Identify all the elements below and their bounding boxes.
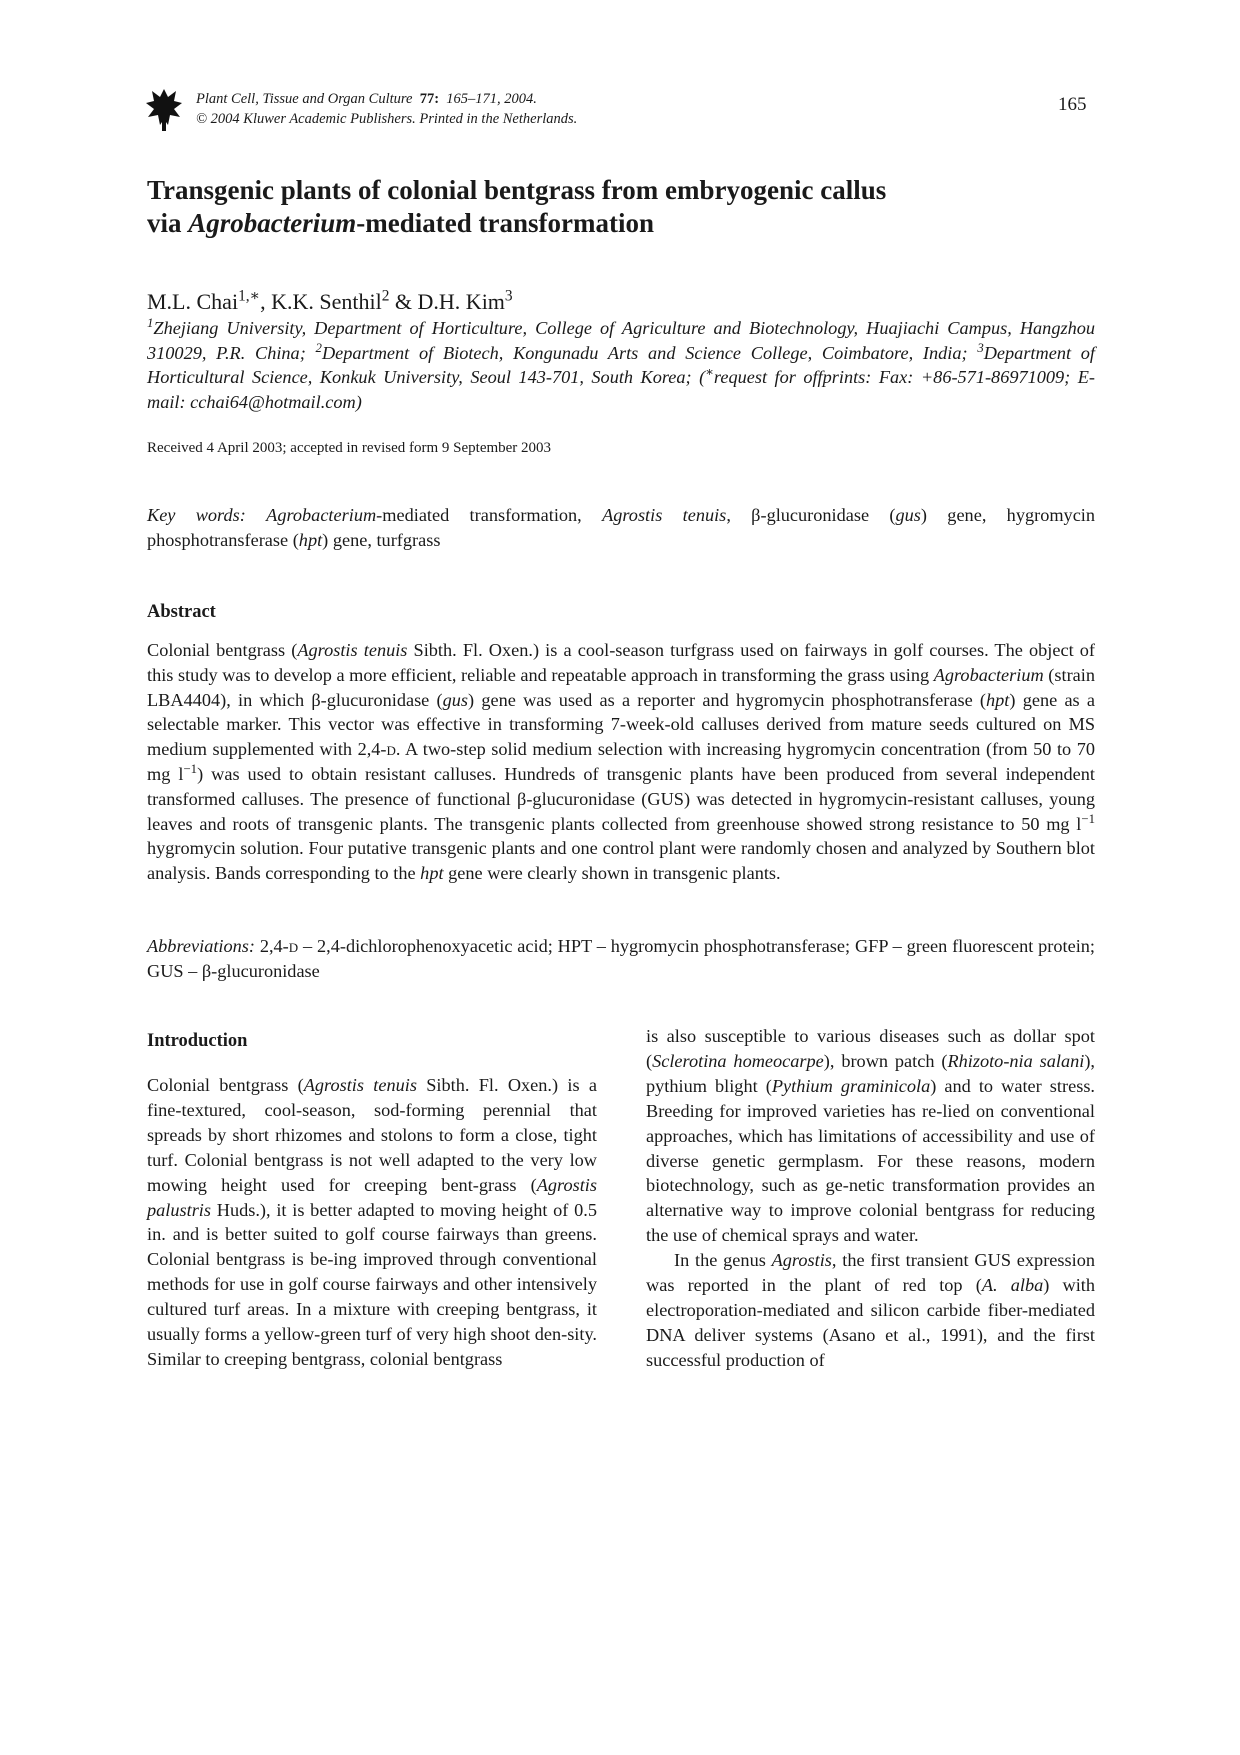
received-dates: Received 4 April 2003; accepted in revised form 9 September 2003	[147, 440, 552, 456]
introduction-left-column: Colonial bentgrass (Agrostis tenuis Sibth. Fl. Oxen.) is a fine-textured, cool-season, sod-forming perennial that spreads by short rhizomes and stolons to form a close, tight turf. Colonial bentgrass is not well adapted to the very low mowing height used for creeping bent-grass (Agrostis palustris Huds.), it is better adapted to moving height of 0.5 in. and is better suited to golf course fairways than greens. Colonial bentgrass is be-ing improved through conventional methods for use in golf course fairways and other intensively cultured turf areas. In a mixture with creeping bentgrass, it usually forms a yellow-green turf of very high shoot den-sity. Similar to creeping bentgrass, colonial bentgrass	[147, 1075, 597, 1369]
abbreviations: Abbreviations: 2,4-d – 2,4-dichlorophenoxyacetic acid; HPT – hygromycin phosphotransferase; GFP – green fluorescent protein; GUS – β-glucuronidase	[147, 936, 1096, 981]
page-number: 165	[1058, 94, 1087, 115]
copyright-line: © 2004 Kluwer Academic Publishers. Printed in the Netherlands.	[196, 111, 578, 127]
journal-header	[196, 89, 577, 129]
affiliations: $^1$Zhejiang University, Department of Horticulture, College of Agriculture and Biotechnology, Huajiachi Campus, Hangzhou 310029, P.R. China; $^2$Department of Biotech, Kongunadu Arts and Science College, Coimbatore, India; $^3$Department of Horticultural Science, Konkuk University, Seoul 143-701, South Korea; (∗request for offprints: Fax: +86-571-86971009; E-mail: cchai64@hotmail.com)	[147, 315, 1096, 412]
abstract-body: Colonial bentgrass (Agrostis tenuis Sibth. Fl. Oxen.) is a cool-season turfgrass used on fairways in golf courses. The object of this study was to develop a more efficient, reliable and repeatable approach in transforming the grass using Agrobacterium (strain LBA4404), in which β-glucuronidase (gus) gene was used as a reporter and hygromycin phosphotransferase (hpt) gene as a selectable marker. This vector was effective in transforming 7-week-old calluses derived from mature seeds cultured on MS medium supplemented with 2,4-d. A two-step solid medium selection with increasing hygromycin concentration (from 50 to 70 mg $l^{-1}$) was used to obtain resistant calluses. Hundreds of transgenic plants have been produced from several independent transformed calluses. The presence of functional β-glucuronidase (GUS) was detected in hygromycin-resistant calluses, young leaves and roots of transgenic plants. The transgenic plants collected from greenhouse showed strong resistance to 50 mg $l^{-1}$ hygromycin solution. Four putative transgenic plants and one control plant were randomly chosen and analyzed by Southern blot analysis. Bands corresponding to the hpt gene were clearly shown in transgenic plants.	[147, 640, 1096, 884]
paper-title: Transgenic plants of colonial bentgrass from embryogenic callus via Agrobacterium-mediated transformation	[147, 175, 887, 238]
introduction-right-column	[646, 1024, 1095, 1373]
author-list: M.L. Chai$^{1,∗}$, K.K. Senthil$^2$ & D.H. Kim$^3$	[147, 287, 513, 314]
paragraph: is also susceptible to various diseases such as dollar spot (Sclerotina homeocarpe), brown patch (Rhizoto-nia salani), pythium blight (Pythium graminicola) and to water stress. Breeding for improved varieties has re-lied on conventional approaches, which has limitations of accessibility and use of diverse genetic germplasm. For these reasons, modern biotechnology, such as ge-netic transformation provides an alternative way to improve colonial bentgrass for reducing the use of chemical sprays and water.	[646, 1026, 1096, 1246]
abstract-heading: Abstract	[147, 602, 216, 622]
keywords: Key words: Agrobacterium-mediated transformation, Agrostis tenuis, β-glucuronidase (gus) gene, hygromycin phosphotransferase (hpt) gene, turfgrass	[147, 505, 1096, 550]
publisher-logo-icon	[146, 89, 182, 131]
journal-citation: Plant Cell, Tissue and Organ Culture 77: 165–171, 2004.	[196, 91, 537, 107]
paragraph: In the genus Agrostis, the first transient GUS expression was reported in the plant of red top (A. alba) with electroporation-mediated and silicon carbide fiber-mediated DNA deliver systems (Asano et al., 1991), and the first successful production of	[646, 1250, 1095, 1370]
introduction-heading: Introduction	[147, 1031, 248, 1051]
